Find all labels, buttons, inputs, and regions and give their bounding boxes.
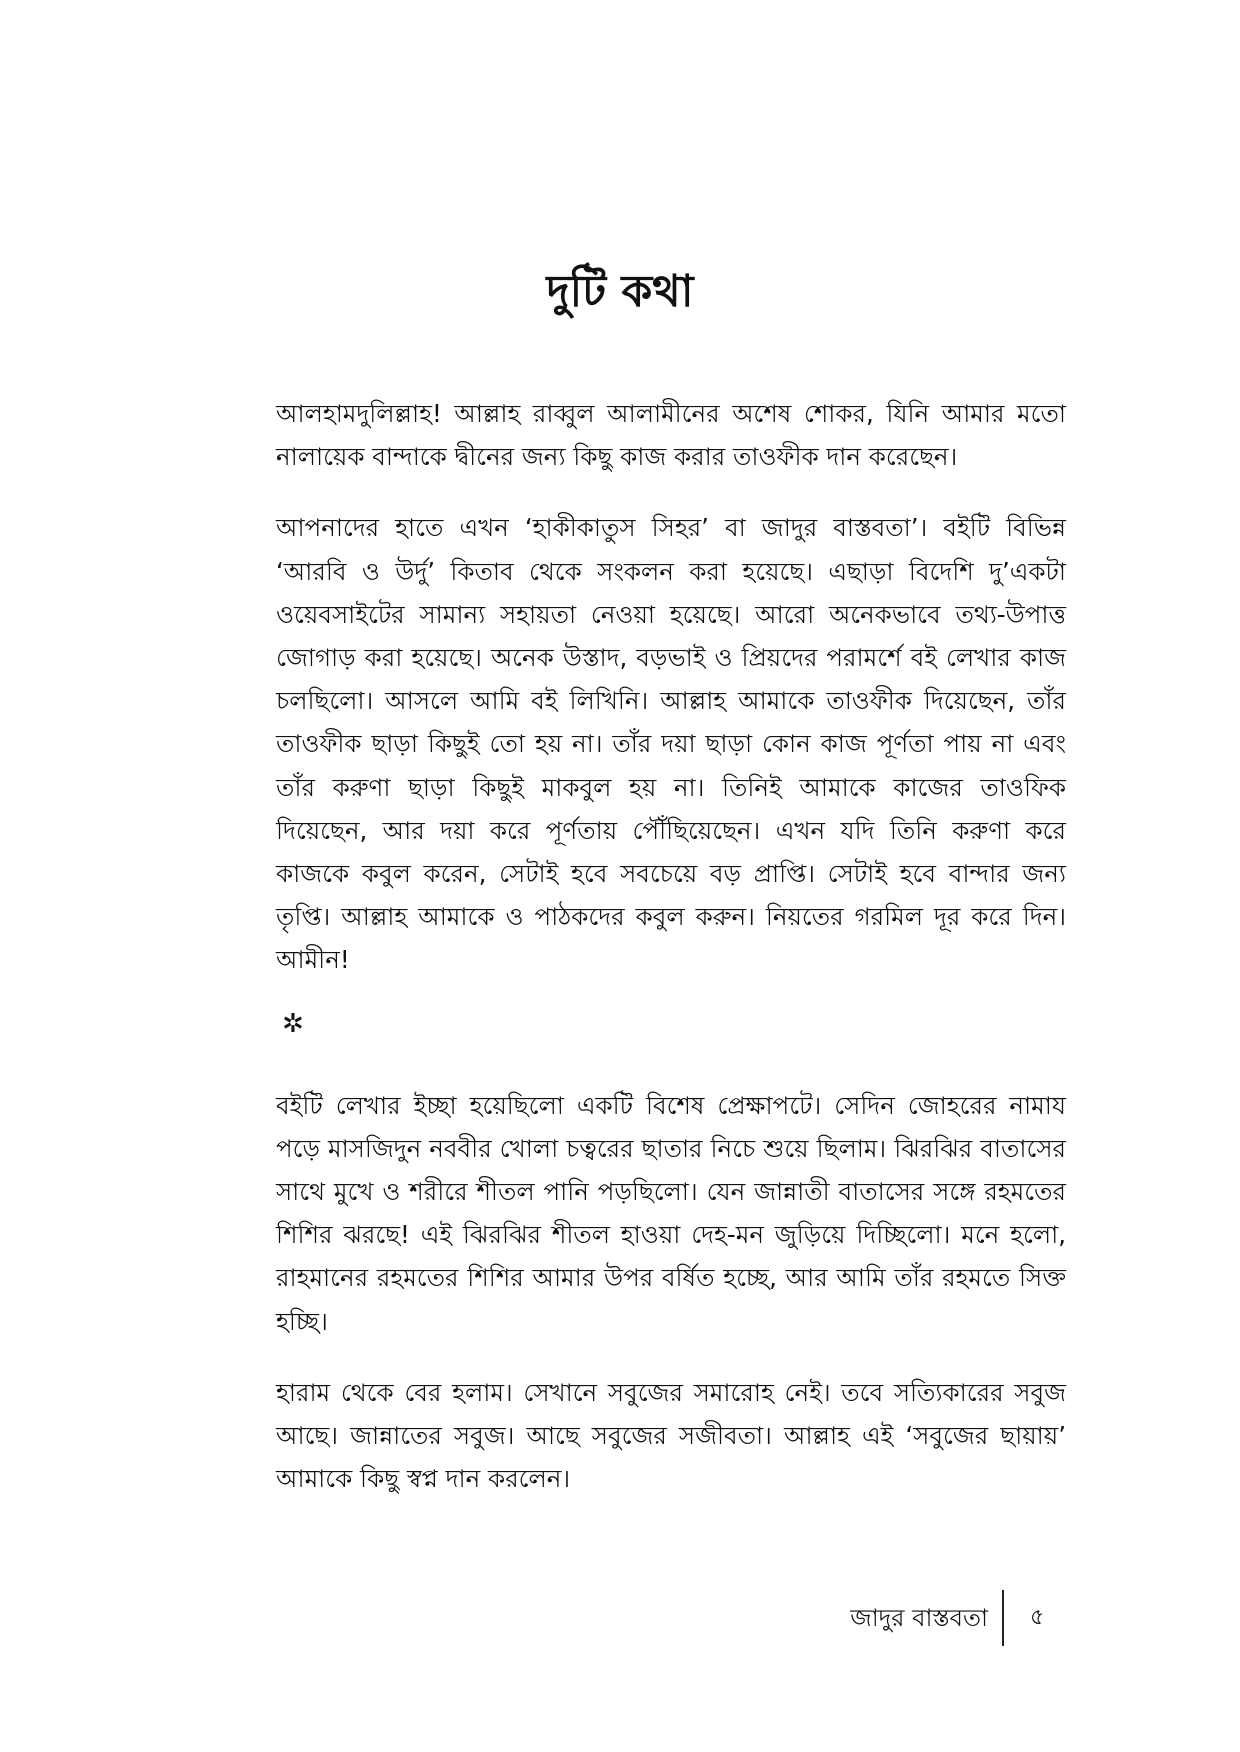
paragraph-intro: আলহামদুলিল্লাহ! আল্লাহ রাব্বুল আলামীনের অশেষ শোকর, যিনি আমার মতো নালায়েক বান্দাকে দ্বীনের জন্য কিছু কাজ করার তাওফীক দান করেছেন। [276, 399, 1066, 472]
footer-book-title: জাদুর বাস্তবতা [850, 1604, 988, 1632]
page-footer [0, 1590, 1240, 1646]
paragraph-inspiration: বইটি লেখার ইচ্ছা হয়েছিলো একটি বিশেষ প্রেক্ষাপটে। সেদিন জোহরের নামায পড়ে মাসজিদুন নববীর খোলা চত্বরের ছাতার নিচে শুয়ে ছিলাম। ঝিরঝির বাতাসের সাথে মুখে ও শরীরে শীতল পানি পড়ছিলো। যেন জান্নাতী বাতাসের সঙ্গে রহমতের শিশির ঝরছে! এই ঝিরঝির শীতল হাওয়া দেহ-মন জুড়িয়ে দিচ্ছিলো। মনে হলো, রাহমানের রহমতের শিশির আমার উপর বর্ষিত হচ্ছে, আর আমি তাঁর রহমতে সিক্ত হচ্ছি। [276, 1090, 1066, 1336]
paragraph-haram: হারাম থেকে বের হলাম। সেখানে সবুজের সমারোহ নেই। তবে সত্যিকারের সবুজ আছে। জান্নাতের সবুজ। আছে সবুজের সজীবতা। আল্লাহ এই ‘সবুজের ছায়ায়’ আমাকে কিছু স্বপ্ন দান করলেন। [276, 1377, 1066, 1494]
paragraph-book-origin: আপনাদের হাতে এখন ‘হাকীকাতুস সিহর’ বা জাদুর বাস্তবতা’। বইটি বিভিন্ন ‘আরবি ও উর্দু’ কিতাব থেকে সংকলন করা হয়েছে। এছাড়া বিদেশি দু’একটা ওয়েবসাইটের সামান্য সহায়তা নেওয়া হয়েছে। আরো অনেকভাবে তথ্য-উপাত্ত জোগাড় করা হয়েছে। অনেক উস্তাদ, বড়ভাই ও প্রিয়দের পরামর্শে বই লেখার কাজ চলছিলো। আসলে আমি বই লিখিনি। আল্লাহ আমাকে তাওফীক দিয়েছেন, তাঁর তাওফীক ছাড়া কিছুই তো হয় না। তাঁর দয়া ছাড়া কোন কাজ পূর্ণতা পায় না এবং তাঁর করুণা ছাড়া কিছুই মাকবুল হয় না। তিনিই আমাকে কাজের তাওফিক দিয়েছেন, আর দয়া করে পূর্ণতায় পৌঁছিয়েছেন। এখন যদি তিনি করুণা করে কাজকে কবুল করেন, সেটাই হবে সবচেয়ে বড় প্রাপ্তি। সেটাই হবে বান্দার জন্য তৃপ্তি। আল্লাহ আমাকে ও পাঠকদের কবুল করুন। নিয়তের গরমিল দূর করে দিন। আমীন! [276, 513, 1066, 975]
footer-divider [1002, 1590, 1004, 1646]
page-number: ৫ [1030, 1605, 1045, 1630]
section-separator-icon: ✲ [282, 1008, 304, 1039]
chapter-title: দুটি কথা [546, 266, 694, 317]
chapter-body [276, 392, 1066, 1528]
